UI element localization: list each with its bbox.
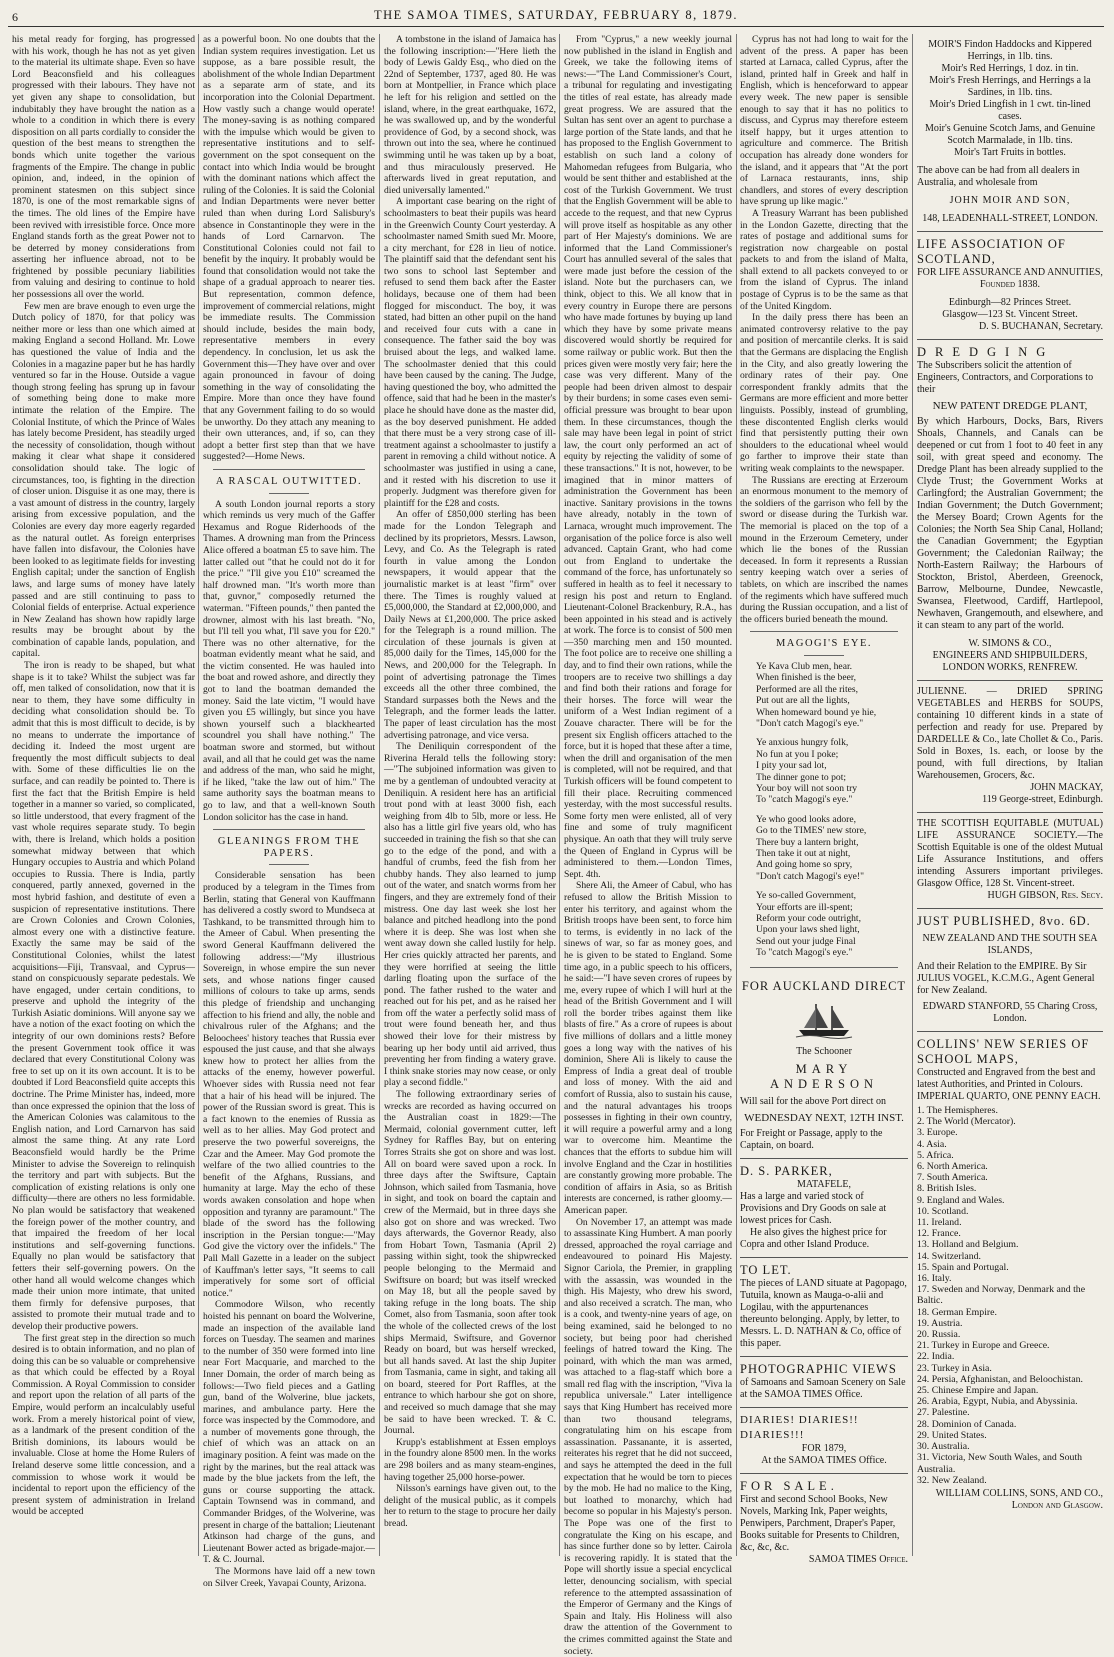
poem <box>756 661 908 959</box>
list-item: 22. India. <box>917 1351 955 1363</box>
ad-signature: WILLIAM COLLINS, SONS, AND CO., London and Glasgow. <box>935 1487 1103 1511</box>
list-item: 11. Ireland. <box>917 1217 962 1229</box>
ad-parker <box>740 1159 908 1258</box>
ad-firm: JOHN MOIR AND SON, <box>949 195 1071 206</box>
list-item: 15. Spain and Portugal. <box>917 1261 1009 1273</box>
list-item: 18. German Empire. <box>917 1306 997 1318</box>
ad-heading: TO LET. <box>740 1262 792 1277</box>
article-paragraph: The Russians are erecting at Erzeroum an enormous monument to the memory of the soldiers of the garrison who fell by the sword or disease during the Turkish war. The memorial is placed on the top of a mound in the Erzeroum Cemetery, under which lie the bones of the Russian deceased. In form it represents a Russian sentry keeping watch over a series of tablets, on which are inscribed the names of the regiments which have suffered much during the Russian occupation, and a list of the officers buried beneath the mound. <box>740 474 908 625</box>
article-paragraph: The Mormons have laid off a new town on Silver Creek, Yavapai County, Arizona. <box>203 1566 375 1589</box>
ad-collins-maps <box>917 1032 1103 1518</box>
sail-date: WEDNESDAY NEXT, 12TH INST. <box>744 1111 904 1124</box>
poem-line: When homeward bound ye hie, <box>756 706 877 718</box>
ad-to-let <box>740 1258 908 1357</box>
ad-text: The Subscribers solicit the attention of Engineers, Contractors, and Corporations to their <box>917 360 1094 395</box>
ad-address: LONDON WORKS, RENFREW. <box>942 662 1078 673</box>
article-paragraph: his metal ready for forging, has progressed with his work, though he has not as yet given to the material its ultimate shape. Even so have Lord Beaconsfield and his colleagues progressed with their labours. They have not yet given any shape to consolidation, but indubitably they have brought the nation as a whole to a condition in which there is every disposition on all parts cordially to consider the question of the best means to strengthen the bonds which unite together the various fragments of the Empire. The change in public opinion, and, indeed, in the opinion of prominent statesmen on this subject since 1870, is one of the most remarkable signs of the times. The old lines of the Empire have been revived with irresistible force. Once more England stands forth as the great Power not to be deterred by money considerations from asserting her influence abroad, not to be frightened by possible pecuniary liabilities from valuing and desiring to continue to hold her possessions all over the world. <box>12 34 195 301</box>
poem-line: Ye who good looks adore, <box>756 813 857 825</box>
ad-line: MOIR'S Findon Haddocks and Kippered Herrings, in 1lb. tins. <box>928 39 1092 62</box>
list-item: 23. Turkey in Asia. <box>917 1362 992 1374</box>
list-item: 25. Chinese Empire and Japan. <box>917 1385 1039 1397</box>
ad-diaries <box>740 1408 908 1474</box>
poem-line: Ye Kava Club men, hear. <box>756 660 853 672</box>
ad-text: He also gives the highest price for Copra and other Island Produce. <box>740 1226 887 1250</box>
ad-heading: DIARIES! DIARIES!! DIARIES!!! <box>740 1413 859 1441</box>
poem-line: "Don't catch Magogi's eye!" <box>756 870 864 882</box>
column-6-advertisements <box>917 34 1103 1556</box>
schooner-icon <box>794 1000 854 1040</box>
article-paragraph: Few men are brave enough to even urge the Dutch policy of 1870, for that policy was neither more or less than one which aimed at making England a second Holland. Mr. Lowe has questioned the value of India and the Colonies in a magazine paper but he has hardly ventured so far in the House. Outside a vague though strong feeling has sprung up in favour of something being done to make more intimate the relation of the Empire. The Colonial Institute, of which the Prince of Wales has lately become President, has steadily urged the necessity of consolidation, though without making it clear what shape it considered consolidation should take. The logic of circumstances, too, is fighting in the direction of closer union. Disguise it as one may, there is a vast amount of distress in the country, largely arising from excessive population, and the Colonies are every day more eagerly regarded as the natural outlet. As foreign enterprises have fallen into disfavour, the Colonies have been looked to as legitimate fields for investing English capital; under the sanction of English laws, and large sums of money have lately passed and are still continuing to pass to Colonial fields of enterprise. Actual experience in New Zealand has shown how rapidly large results may be brought about by the combination of capable lands, population, and capital. <box>12 300 195 660</box>
list-item: 6. North America. <box>917 1161 988 1173</box>
ad-signature: EDWARD STANFORD, 55 Charing Cross, London. <box>922 1001 1098 1024</box>
heading-rule <box>269 493 309 494</box>
ad-line: Moir's Red Herrings, 1 doz. in tin. <box>941 63 1079 74</box>
list-item: 24. Persia, Afghanistan, and Beloochistan. <box>917 1373 1083 1385</box>
ad-subheading: The Schooner <box>796 1045 852 1057</box>
poem-line: Ye anxious hungry folk, <box>756 737 849 749</box>
heading-rule <box>269 864 309 865</box>
section-rule <box>213 829 365 830</box>
article-paragraph: Cyprus has not had long to wait for the advent of the press. A paper has been started at Larnaca, called Cyprus, after the island, printed half in Greek and half in English, which is henceforward to appear every week. The new paper is sensible enough to say that it has no politics to discuss, and Cyprus may therefore esteem itself happy, but it urges attention to agriculture and commerce. The British occupation has already done wonders for the island, and it appears that "At the port of Larnaca restaurants, inns, ship chandlers, and stores of every description have sprung up like magic." <box>740 34 908 208</box>
masthead <box>8 2 1104 30</box>
column-divider <box>379 34 380 1556</box>
ad-subheading: ENGINEERS AND SHIPBUILDERS, <box>932 650 1088 661</box>
ad-line: The above can be had from all dealers in Australia, and wholesale from <box>917 165 1080 188</box>
article-paragraph: The following extraordinary series of wrecks are recorded as having occurred on the Australian coast in 1829:—The Mermaid, colonial government cutter, left Sydney for Raffles Bay, but on entering Torres Straits she got on shore and was lost. All on board were saved upon a rock. In three days after the Swiftsure, Captain Johnson, which sailed from Tasmania, hove in sight, and took on board the captain and crew of the Mermaid, but in three days she also got on shore and was wrecked. Two days afterwards, the Governor Ready, also from Hobart Town, Tasmania (April 2) passing within sight, took the shipwrecked people belonging to the Mermaid and Swiftsure on board; but was itself wrecked on May 18, but all the people saved by taking refuge in the long boats. The ship Comet, also from Tasmania, soon after took the whole of the collected crews of the lost ships Mermaid, Swiftsure, and Governor Ready on board, but was herself wrecked, but all hands saved. At last the ship Jupiter from Tasmania, came in sight, and taking all on board, steered for Port Raffles, at the entrance to which harbour she got on shore, and received so much damage that she may be said to have been wrecked. T. & C. Journal. <box>384 1089 556 1437</box>
section-rule <box>750 967 898 968</box>
ad-text: At the SAMOA TIMES Office. <box>761 1454 887 1466</box>
poem-line: Performed are all the rites, <box>756 683 859 695</box>
list-item: 2. The World (Mercator). <box>917 1116 1016 1128</box>
ad-text: And their Relation to the EMPIRE. By Sir JULIUS VOGEL, K.C.M.G., Agent General for New Zealand. <box>917 961 1095 996</box>
article-paragraph: A Treasury Warrant has been published in the London Gazette, directing that the rates of postage and additional sums for registration now chargeable on postal packets to and from the island of Malta, shall extend to all packets conveyed to or from the island of Cyprus. The inland postage of Cyprus is to be the same as that of the United Kingdom. <box>740 207 908 312</box>
ad-signature: HUGH GIBSON, Res. Secy. <box>987 890 1103 901</box>
column-2 <box>203 34 375 1589</box>
list-item: 21. Turkey in Europe and Greece. <box>917 1340 1050 1352</box>
ad-text: First and second School Books, New Novels, Marking Ink, Paper weights, Penwipers, Parchment, Draper's Paper, Books suitable for Presents to Children, &c, &c, &c. <box>740 1493 900 1553</box>
article-paragraph: as a powerful boon. No one doubts that the Indian system requires investigation. Let us suppose, as a bare possible result, the abolishment of the whole Indian Department as a separate arm of state, and its incorporation into the Colonial Department. How vastly such a change would operate! The money-saving is as nothing compared with the impulse which would be given to representative institutions and to self-government on the spot consequent on the contact into which India would be brought with the dominant nations which affect the ruling of the Colonies. It is said the Colonial and Indian Departments were never better ruled than when during Lord Salisbury's absence in Constantinople they were in the hands of Lord Carnarvon. The Constitutional Colonies could not fail to benefit by the inquiry. It probably would be found that consolidation would not take the shape of a gradual approach to nearer ties. But representation, common defence, improvement of commercial relations, might be immediate results. The Commission should include, besides the main body, representative members in every dependency. In conclusion, let us ask the Government this—They have over and over again pronounced in favour of doing something in the way of consolidating the Empire. More than once they have found that any Government failing to do so would be unworthy. Do they attach any meaning to their own utterances, and, if so, can they adopt a better first step than that we have suggested?—Home News. <box>203 34 375 463</box>
article-paragraph: The Deniliquin correspondent of the Riverina Herald tells the following story:—"The subjoined information was given to me by a gentleman of undoubted veracity at Deniliquin. A resident here has an artificial trout pond with at least 3000 fish, each weighing from 4lb to 5lb, more or less. He also has a little girl five years old, who has succeeded in training the fish so that she can go to the edge of the pond, and with a handful of crumbs, feed the fish from her chubby hands. They also learned to jump out of the water, and snatch worms from her fingers, and they are extremely fond of their mistress. One day last week she lost her balance and pitched headlong into the pond where it is deep. She was lost when she went away down she called lustily for help. Her cries quickly attracted her parents, and they were horrified at seeing the little darling floating upon the surface of the pond. The father rushed to the water and reached out for his pet, and as he raised her from off the water a perfectly solid mass of trout were found beneath her, and thus showed their love for their mistress by bearing up her body until aid arrived, thus preventing her from finding a watery grave. I think snake stories may now cease, or only play a second fiddle." <box>384 741 556 1089</box>
ad-heading: FOR AUCKLAND DIRECT <box>741 978 907 993</box>
poem-line: To "catch Magogi's eye." <box>756 794 853 806</box>
ship-name: MARY ANDERSON <box>769 1061 879 1091</box>
book-title: NEW ZEALAND AND THE SOUTH SEA ISLANDS, <box>922 933 1098 956</box>
article-paragraph: In the daily press there has been an animated controversy relative to the pay and position of mercantile clerks. It is said that the Germans are displacing the English in the City, and also greatly lowering the ordinary rates of their pay. One correspondent frankly admits that the Germans are more efficient and more better linguists. Possibly, instead of grumbling, these discontented English clerks would find that persistently putting their own shoulders to the educational wheel would go farther to improve their state than writing weak complaints to the newspaper. <box>740 312 908 474</box>
ad-photographic-views <box>740 1357 908 1408</box>
ad-text: The pieces of LAND situate at Pagopago, Tutuila, known as Mauga-o-alii and Logilau, with the appurtenances thereunto belonging. Apply, by letter, to Messrs. L. D. NATHAN & Co, office of this paper. <box>740 1277 907 1349</box>
ad-address: 148, LEADENHALL-STREET, LONDON. <box>922 213 1098 224</box>
poem-line: Then take it out at night, <box>756 847 851 859</box>
ad-heading: DREDGING <box>917 345 1055 359</box>
list-item: 10. Scotland. <box>917 1205 969 1217</box>
ad-julienne <box>917 681 1103 813</box>
list-item: 14. Switzerland. <box>917 1250 981 1262</box>
poem-line: No fun at you I poke; <box>756 748 839 760</box>
ad-text: By which Harbours, Docks, Bars, Rivers Shoals, Channels, and Canals can be deepened or cut from 1 foot to 40 feet in any soil, with great speed and economy. The Dredge Plant has been already supplied to the Clyde Trust; the Government Works at Carlingford; the Australian Government; the Indian Government; the Dutch Government; the Mersey Board; Crown Agents for the Colonies; the North Sea Ship Canal, Holland; the Canadian Government; the Egyptian Government; the Caledonian Railway; the North-Eastern Railway; the Harbours of Stockton, Bristol, Aberdeen, Greenock, Barrow, Melbourne, Dundee, Newcastle, Swansea, Fleetwood, Cardiff, Hartlepool, Newhaven, Grangemouth, and elsewhere, and it can steam to any part of the world. <box>917 416 1103 631</box>
article-paragraph: The first great step in the direction so much desired is to obtain information, and no plan of doing this can be so valuable or comprehensive as that which could be effected by a Royal Commission. A Royal Commission to consider and report upon the relation of all parts of the Empire, would perform an incalculably useful work. From a merely historical point of view, as a landmark of the present condition of the British dominions, its labours would be invaluable. Close at home the Home Rulers of Ireland deserve some little concession, and a commission to whose work it would be incidental to report upon the efficiency of the present system of administration in Ireland would be accepted <box>12 1332 195 1518</box>
column-divider <box>198 34 199 1556</box>
column-3 <box>384 34 556 1556</box>
poem-line: To "catch Magogi's eye." <box>756 947 853 959</box>
maps-list <box>917 1105 1103 1486</box>
ad-subheading: MATAFELE, <box>797 1178 851 1190</box>
column-5 <box>740 34 908 1565</box>
poem-line: "Don't catch Magogi's eye." <box>756 717 864 729</box>
article-paragraph: An offer of £850,000 sterling has been made for the London Telegraph and declined by its proprietors, Messrs. Lawson, Levy, and Co. As the Telegraph is rated fourth in value among the London newspapers, it would appear that the journalistic market is at least "firm" over there. The Times is roughly valued at £5,000,000, the Standard at £2,000,000, and Daily News at £1,200,000. The price asked for the Telegraph is a round million. The circulation of these journals is given at 85,000 daily for the Times, 145,000 for the News, and 200,000 for the Telegraph. In point of advertising patronage the Times exceeds all the other three combined, the Standard surpasses both the News and the Telegraph, and the former leads the latter. The paper of least circulation has the most advertising patronage, and vice versa. <box>384 509 556 741</box>
poem-line: There buy a lantern bright, <box>756 836 859 848</box>
list-item: 31. Victoria, New South Wales, and South Australia. <box>917 1452 1083 1475</box>
column-1 <box>12 34 195 1556</box>
poem-line: Reform your code outright, <box>756 913 861 924</box>
ad-heading: LIFE ASSOCIATION OF SCOTLAND, <box>917 237 1066 266</box>
article-paragraph: Considerable sensation has been produced by a telegram in the Times from Berlin, stating that General von Kauffmann has delivered a costly sword to Mundseca at Tashkand, to be transmitted through him to the Ameer of Cabul. When presenting the sword General Kauffmann delivered the following address:—"My illustrious Sovereign, in whose empire the sun never sets, and whose nations finger caused millions of colours to take up arms, sends this pledge of friendship and unchanging affection to his friend and ally, the noble and chivalrous ruler of the Afghans; and the Beloochees' history teaches that Russia ever espoused the just cause, and that she always knew how to protect her allies from the attacks of the enemy, however powerful. Whoever sides with Russia need not fear that a hair of his head will be injured. The power of the Russian sword is great. This is a fact known to the enemies of Russia as well as to her allies. May God protect and preserve the two powerful sovereigns, the Czar and the Ameer. May God promote the welfare of the two allied countries to the benefit of the Afghans, Russians, and humanity at large. May the echo of these words awaken consolation and hope when opposition and tyranny are paramount." The blade of the sword has the following inscription in the Persian tongue:—"May God give the victory over the infidels." The Pall Mall Gazette in a leader on the subject of Kauffman's letter says, "It seems to call imperatively for some sort of official notice." <box>203 870 375 1299</box>
article-heading: A RASCAL OUTWITTED. <box>215 475 363 487</box>
article-paragraph: A south London journal reports a story which reminds us very much of the Gaffer Hexamus and Rogue Riderhoods of the Thames. A drowning man from the Princess Alice offered a boatman £5 to save him. The latter called out "that he could not do it for the price." "I'll give you £10" screamed the half drowned man. "It's worth more than that, guvnor," composedly returned the waterman. "Fifteen pounds," then panted the drowner, almost with his last breath. "No, but I'll tell you what, I'll save you for £20." There was no other alternative, for the boatman evidently meant what he said, and the victim consented. He was hauled into the boat and rowed ashore, and directly they got to land the boatman demanded the money. Said the late victim, "I would have given you £5 willingly, but since you have shown yourself such a blackhearted scoundrel you shall have nothing." The boatman swore and stormed, but without avail, and all that he could get was the name and address of the man, who said he might, if he liked, "take the law out of him." The same authority says the boatman means to go to law, and that a well-known South London solicitor has the case in hand. <box>203 498 375 823</box>
poem-line: And going home so spry, <box>756 859 853 871</box>
ad-text: For Freight or Passage, apply to the Captain, on board. <box>740 1127 883 1151</box>
ad-address: 119 George-street, Edinburgh. <box>982 794 1103 805</box>
ad-line: Moir's Fresh Herrings, and Herrings a la Sardines, in 1lb. tins. <box>929 75 1091 98</box>
ad-auckland-schooner <box>740 974 908 1572</box>
poem-stanza <box>756 890 908 958</box>
column-divider <box>736 34 737 1556</box>
list-item: 16. Italy. <box>917 1273 952 1285</box>
ad-subheading: FOR LIFE ASSURANCE AND ANNUITIES, Founded 1838. <box>917 267 1103 290</box>
ad-signature: JOHN MACKAY, <box>1030 782 1103 793</box>
heading-rule <box>804 655 844 656</box>
ad-text: Has a large and varied stock of Provisions and Dry Goods on sale at lowest prices for Cash. <box>740 1190 887 1226</box>
article-paragraph: Nilsson's earnings have given out, to the delight of the musical public, as it compels her to return to the stage to procure her daily bread. <box>384 1483 556 1529</box>
ad-heading: D. S. PARKER, <box>740 1163 833 1178</box>
poem-line: Ye so-called Government, <box>756 890 857 902</box>
article-heading: GLEANINGS FROM THE PAPERS. <box>217 836 361 859</box>
list-item: 20. Russia. <box>917 1329 961 1341</box>
ad-heading: COLLINS' NEW SERIES OF SCHOOL MAPS, <box>917 1037 1090 1066</box>
list-item: 13. Holland and Belgium. <box>917 1239 1019 1251</box>
poem-line: The dinner gone to pot; <box>756 771 847 783</box>
ad-address: Glasgow—123 St. Vincent Street. <box>942 309 1078 320</box>
ad-scottish-equitable <box>917 813 1103 909</box>
ad-life-association <box>917 232 1103 340</box>
poem-line: Put out are all the lights, <box>756 695 850 707</box>
ad-heading: FOR SALE. <box>740 1478 838 1493</box>
list-item: 12. France. <box>917 1228 961 1240</box>
poem-stanza <box>756 814 908 882</box>
list-item: 29. United States. <box>917 1429 987 1441</box>
ad-product: NEW PATENT DREDGE PLANT, <box>932 400 1088 412</box>
ad-line: Moir's Dried Lingfish in 1 cwt. tin-lined cases. <box>929 99 1091 122</box>
list-item: 1. The Hemispheres. <box>917 1105 998 1116</box>
list-item: 9. England and Wales. <box>917 1194 1005 1206</box>
poem-line: Your efforts are ill-spent; <box>756 901 853 913</box>
ad-heading: PHOTOGRAPHIC VIEWS <box>740 1361 897 1376</box>
page-number: 6 <box>12 10 18 24</box>
ad-firm: W. SIMONS & CO., <box>968 638 1052 649</box>
ad-address: Edinburgh—82 Princes Street. <box>948 297 1072 308</box>
poem-line: Send out your judge Final <box>756 935 856 947</box>
ad-text: Constructed and Engraved from the best and latest Authorities, and Printed in Colours. <box>917 1067 1096 1090</box>
article-paragraph: Krupp's establishment at Essen employs in the foundry alone 8500 men. In the works are 298 boilers and as many steam-engines, having together 25,000 horse-power. <box>384 1436 556 1483</box>
article-paragraph: A tombstone in the island of Jamaica has the following inscription:—"Here lieth the body of Lewis Galdy Esq., who died on the 22nd of September, 1737, aged 80. He was born at Montpellier, in France which place he left for his religion and settled on the island, where, in the great earthquake, 1672, he was swallowed up, and by the wonderful providence of God, by a second shock, was thrown out into the sea, where he continued swimming until he was taken up by a boat, and thus miraculously preserved. He afterwards lived in great reputation, and died universally lamented." <box>384 34 556 196</box>
column-divider <box>559 34 560 1556</box>
list-item: 3. Europe. <box>917 1127 958 1139</box>
article-paragraph: Commodore Wilson, who recently hoisted his pennant on board the Wolverine, made an inspection of the available land forces on Tuesday. The seamen and marines to the number of 350 were formed into line near Fort Macquarie, and marched to the Inner Domain, the order of march being as follows:—Two field pieces and a Gatling gun, band of the Wolverine, blue jackets, marines, and ambulance party. Here the force was inspected by the Commodore, and a number of movements gone through, the chief of which was an attack on an imaginary position. A feint was made on the right by the marines, but the real attack was made by the blue jackets from the left, the guns or course supporting the attack. Captain Townsend was in command, and Commander Bridges, of the Wolverine, was present in charge of the battalion; Lieutenant Atkinson had charge of the guns, and Lieutenant Bower acted as brigade-major.—T. & C. Journal. <box>203 1299 375 1566</box>
poem-line: When finished is the beer, <box>756 672 857 684</box>
article-paragraph: On November 17, an attempt was made to assassinate King Humbert. A man poorly dressed, approached the royal carriage and endeavoured to poinard His Majesty. Signor Cariola, the Premier, in grappling with the assassin, was wounded in the thigh. His Majesty, who drew his sword, and also received a scratch. The man, who is a cook, and twenty-nine years of age, on being examined, said he belonged to no society, but being poor had cherished feelings of hatred toward the King. The poinard, with which the man was armed, was attached to a flag-staff which bore a small red flag with the inscription, "Viva la republica universale." Later intelligence says that King Humbert has received more than two thousand telegrams, congratulating him on his escape from assassination. Passanante, it is asserted, reiterates his regret that he did not succeed, and says he attempted the deed in the full expectation that he would be torn to pieces by the mob. He had no malice to the King, but loathed to monarchy, which had become so popular in his Majesty's person. The Pope was one of the first to congratulate the King on his escape, and has since further done so by letter. Cairola is recovering rapidly. It is stated that the Pope will shortly issue a special encyclical letter, denouncing socialism, with special reference to the attempted assassination of the Emperor of Germany and the Kings of Spain and Italy. His Holiness will also draw the attention of the Government to the crimes committed against the State and society. <box>564 1216 732 1657</box>
ad-text: of Samoans and Samoan Scenery on Sale at the SAMOA TIMES Office. <box>740 1376 906 1400</box>
poem-line: I pity your sad lot, <box>756 760 827 772</box>
ad-text: THE SCOTTISH EQUITABLE (MUTUAL) LIFE ASSURANCE SOCIETY.—The Scottish Equitable is one of the oldest Mutual Life Assurance Institutions, and offers intending Assurers important privileges. Glasgow Office, 128 St. Vincent-street. <box>917 818 1103 889</box>
list-item: 28. Dominion of Canada. <box>917 1418 1017 1430</box>
list-item: 19. Austria. <box>917 1317 963 1329</box>
list-item: 27. Palestine. <box>917 1407 970 1419</box>
ad-moir <box>917 34 1103 232</box>
ad-text: JULIENNE. — DRIED SPRING VEGETABLES and HERBS for SOUPS, containing 10 different kinds in a state of perfection and ready for use. Prepared by DARDELLE & Co., late Chollet & Co., Paris. Sold in Boxes, 1s. each, or loose by the pound, with full directions, by Italian Warehousemen, Grocers, &c. <box>917 686 1103 781</box>
list-item: 8. British Isles. <box>917 1183 977 1195</box>
poem-line: Your boy will not soon try <box>756 782 858 794</box>
ad-line: Moir's Genuine Scotch Jams, and Genuine Scotch Marmalade, in 1lb. tins. <box>924 123 1096 146</box>
ad-heading: JUST PUBLISHED, 8vo. 6D. <box>917 914 1091 928</box>
article-paragraph: Shere Ali, the Ameer of Cabul, who has refused to allow the British Mission to enter his territory, and against whom the British troops have been sent, to force him to terms, is evidently in no lack of the sinews of war, so far as money goes, and he is given to be stated to England. Some time ago, in a public speech to his officers, he said:—"I have seven crores of rupees by me, every rupee of which I will hurl at the head of the British Government and I will roll the border tribes against them like blasts of fire." As a crore of rupees is about five millions of dollars and a little money goes a long way with the natives of his dominion, Shere Ali is likely to cause the Empress of India a great deal of trouble and loss of money. With the aid and comfort of Russia, also to sustain his cause, and the natural advantages his troops possesses in fighting in their own country, it will require a powerful army and a long war to overcome him. Meantime the chances that the efforts to subdue him will involve England and the Czar in hostilities are constantly growing more probable. The condition of affairs in Asia, so as British interests are concerned, is rather gloomy.—American paper. <box>564 880 732 1216</box>
ad-line: Moir's Tart Fruits in bottles. <box>954 147 1066 158</box>
list-item: 26. Arabia, Egypt, Nubia, and Abyssinia. <box>917 1396 1078 1408</box>
article-paragraph: From "Cyprus," a new weekly journal now published in the island in English and Greek, we take the following items of news:—"The Land Commissioner's Court, a tribunal for regulating and investigating the titles of real estate, has already made great progress. We are assured that the Sultan has sent over an agent to purchase a large portion of the State lands, and that he has proposed to the English Government to establish on such land a colony of Mahomedan refugees from Bulgaria, who would be sent thither and established at the cost of the Turkish Government. We trust that the English Government will be able to accede to the request, and that new Cyprus will prove itself as hospitable as any other part of Her Majesty's dominions. We are informed that the Land Commissioner's Court has annulled several of the sales that were made just before the cession of the island. Note but the purchasers can, we think, object to this. We all know that in every country in Europe there are persons who have made fortunes by buying up land which they have by some private means discovered would shortly be required for some railway or public work. But then the prices given were mostly very fair; here the case was very different. Many of the people had been driven almost to despair by their burdens; in some cases even semi-official pressure was brought to bear upon them. In these circumstances, though the sale may have been legal in point of strict law, the court only performed an act of equity by rejecting the validity of some of these transactions." It is not, however, to be imagined that in minor matters of administration the Government has been inactive. Sanitary provisions in the towns have already, notably in the town of Larnaca, wrought much improvement. The organisation of the police force is also well advanced. Captain Grant, who had come out from England to undertake the command of the force, has unfortunately so suffered in health as to feel it necessary to resign his post and return to England. Lieutenant-Colonel Brackenbury, R.A., has been appointed in his stead and is actively at work. The force is to consist of 500 men—350 marching men and 150 mounted. The foot police are to receive one shilling a day, and to find their own rations, while the troopers are to receive two shillings a day and find both their rations and forage for their horses. The force will wear the uniform of a West Indian regiment of a Zouave character. There will be for the present six English officers attached to the force, but it is hoped that these after a time, when the drill and organisation of the men is completed, will not be required, and that Turkish officers will be found competent to fill their place. Recruiting commenced yesterday, with the most successful results. Some forty men were enlisted, all of very fine and some of truly magnificent physique. An oath that they will truly serve the Queen of England in Cyprus will be administered to them.—London Times, Sept. 4th. <box>564 34 732 880</box>
article-paragraph: A important case bearing on the right of schoolmasters to beat their pupils was heard in the Greenwich County Court yesterday. A schoolmaster named Smith sued Mr. Moore, a city merchant, for £28 in lieu of notice. The plaintiff said that the defendant sent his two sons to school last September and refused to send them back after the Easter holidays, because one of them had been flogged for misconduct. The boy, it was stated, had bitten an other pupil on the hand and received four cuts with a cane in consequence. The father said the boy was bruised about the legs, and walked lame. The schoolmaster denied that this could have been caused by the caning. The Judge, having questioned the boy, who admitted the offence, said that had he been in the master's place he should have done as the master did, as the boy deserved punishment. He added that there must be a very strong case of ill-treatment against a schoolmaster to justify a parent in removing a child without notice. A schoolmaster was justified in using a cane, and it rested with his discretion to use it properly. Judgment was therefore given for plaintiff for the £28 and costs. <box>384 196 556 509</box>
list-item: 7. South America. <box>917 1172 988 1184</box>
masthead-title: THE SAMOA TIMES, SATURDAY, FEBRUARY 8, 1879. <box>374 8 738 22</box>
list-item: 5. Africa. <box>917 1149 954 1161</box>
masthead-rule <box>8 26 1104 27</box>
section-rule <box>213 469 365 470</box>
column-4 <box>564 34 732 1657</box>
column-divider <box>912 34 913 1556</box>
ad-signature: SAMOA TIMES Office. <box>808 1553 908 1565</box>
list-item: 30. Australia. <box>917 1441 970 1453</box>
section-rule <box>750 631 898 632</box>
ad-signature: D. S. BUCHANAN, Secretary. <box>978 321 1103 332</box>
poem-title: MAGOGI'S EYE. <box>775 638 873 650</box>
poem-stanza <box>756 661 908 729</box>
ad-for-sale <box>740 1474 908 1572</box>
ad-vogel-book <box>917 909 1103 1032</box>
list-item: 32. New Zealand. <box>917 1474 987 1486</box>
poem-line: Upon your laws shed light, <box>756 924 860 936</box>
list-item: 4. Asia. <box>917 1138 947 1150</box>
ad-dredging <box>917 340 1103 681</box>
article-paragraph: The iron is ready to be shaped, but what shape is it to take? Whilst the subject was far off, men talked of consolidation, now that it is near to them, they have some difficulty in deciding what consolidation should be. To admit that this is most difficult to decide, is by no means to underrate the importance of deciding it. Indeed the most urgent are frequently the most difficult subjects to deal with. Some of these difficulties lie on the surface, and can readily be pointed to. There is first the fact that the British Empire is held together in a manner so varied, so complicated, so little understood, that every fragment of the vast whole requires separate study. To begin with, there is Ireland, which holds a position somewhat midway between that which Hungary occupies to Austria and which Poland occupies to Russia. There is India, partly conquered, partly annexed, governed in the most hybrid fashion, and destitute of even a suspicion of representative institutions. There are Crown Colonies and Crown Colonies, almost every one with a distinctive feature. Exactly the same may be said of the Constitutional Colonies, whilst the latest acquisitions—Fiji, Transvaal, and Cyprus—stand on conspicuously separate pedestals. We have engaged, under certain conditions, to preserve and uphold the integrity of the Turkish Asiatic dominions. Will anyone say we have a notion of the exact footing on which the integrity of our own dominions rests? Before the present Government took office it was declared that every Constitutional Colony was free to set up on it its own account. It is to be doubted if Lord Beaconsfield quite accepts this doctrine. The Prime Minister has, indeed, more than once expressed the opinion that the loss of the American Colonies was calamitous to the English nation, and Lord Carnarvon has said almost the same thing. At any rate Lord Beaconsfield would hardly be the Prime Minister to advise the Sovereign to relinquish the territory and part with subjects. But the complication of existing relations is only one difficulty—there are others no less formidable. No plan would be satisfactory that weakened the foreign power of the mother country, and that impaired the freedom of her local institutions and self-governing functions. Equally no plan would be satisfactory that fetters their self-governing powers. On the other hand all would welcome changes which made their union more intimate, that united them firmly for defensive purposes, that assisted to promote their mutual trade and to develop their productive powers. <box>12 660 195 1332</box>
poem-line: Go to the TIMES' new store, <box>756 825 867 837</box>
ad-text: Will sail for the above Port direct on <box>740 1095 886 1107</box>
list-item: 17. Sweden and Norway, Denmark and the Baltic. <box>917 1284 1086 1307</box>
ad-subheading: IMPERIAL QUARTO, ONE PENNY EACH. <box>917 1091 1101 1102</box>
ad-subheading: FOR 1879, <box>801 1442 847 1454</box>
poem-stanza <box>756 737 908 805</box>
